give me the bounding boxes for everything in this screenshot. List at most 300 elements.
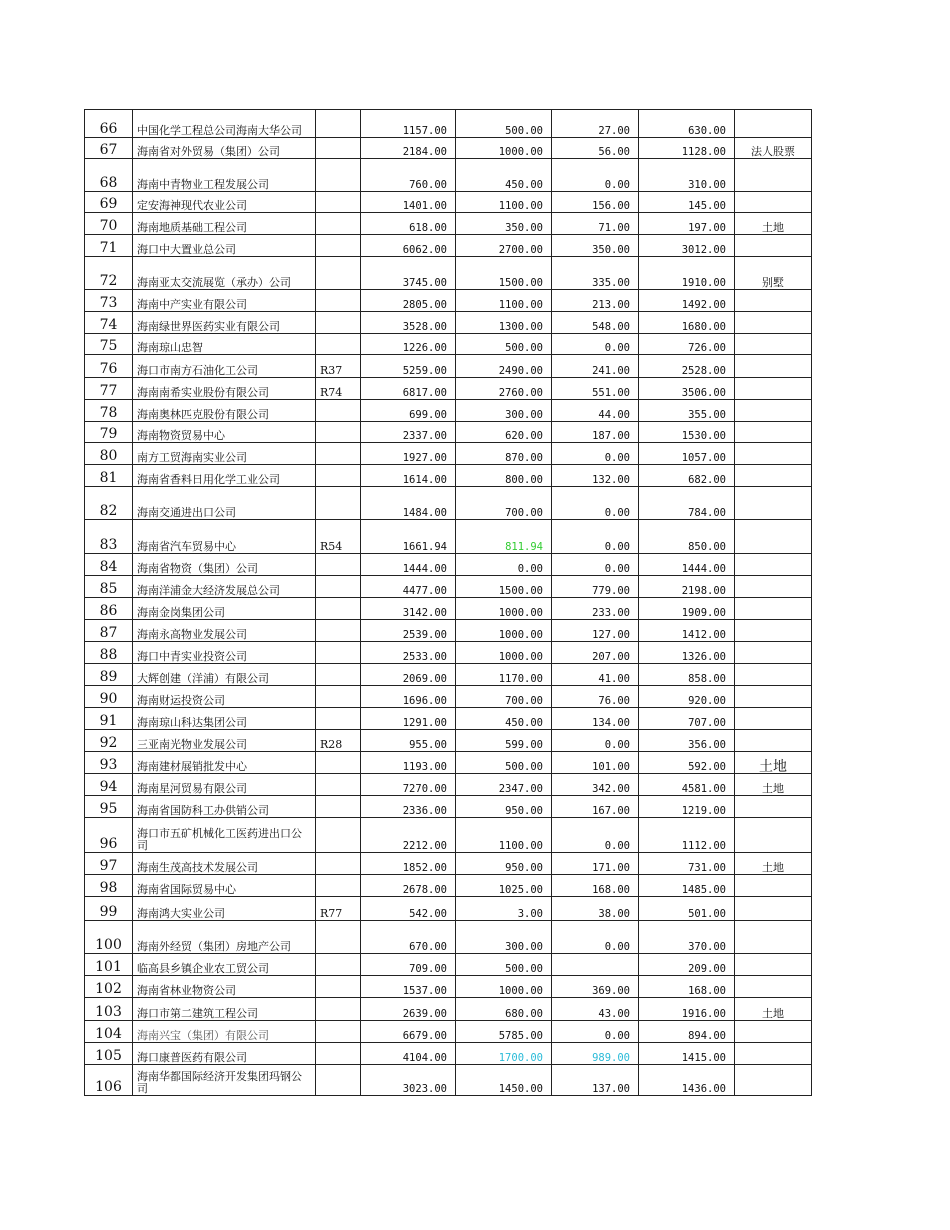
company-name: 海南省香料日用化学工业公司 xyxy=(133,465,316,487)
company-name: 海南建材展销批发中心 xyxy=(133,752,316,774)
row-number: 102 xyxy=(85,976,133,998)
row-number: 97 xyxy=(85,853,133,875)
row-number: 98 xyxy=(85,875,133,897)
row-number: 101 xyxy=(85,954,133,976)
amount-total: 618.00 xyxy=(361,213,456,235)
amount-b: 1500.00 xyxy=(456,257,552,290)
amount-b: 1000.00 xyxy=(456,642,552,664)
amount-total: 1484.00 xyxy=(361,487,456,520)
amount-b: 300.00 xyxy=(456,921,552,954)
amount-c: 171.00 xyxy=(552,853,639,875)
amount-d: 1112.00 xyxy=(639,818,735,853)
table-row xyxy=(85,875,812,897)
ref-code xyxy=(316,954,361,976)
amount-d: 1219.00 xyxy=(639,796,735,818)
table-row xyxy=(85,642,812,664)
table-row xyxy=(85,192,812,213)
company-name: 海南星河贸易有限公司 xyxy=(133,774,316,796)
ref-code xyxy=(316,487,361,520)
amount-c: 779.00 xyxy=(552,576,639,598)
ref-code xyxy=(316,465,361,487)
table-row xyxy=(85,213,812,235)
amount-b: 500.00 xyxy=(456,110,552,138)
remark xyxy=(735,290,812,312)
amount-total: 2639.00 xyxy=(361,998,456,1021)
table-row xyxy=(85,159,812,192)
remark xyxy=(735,875,812,897)
row-number: 88 xyxy=(85,642,133,664)
amount-b: 350.00 xyxy=(456,213,552,235)
amount-d: 894.00 xyxy=(639,1021,735,1043)
remark xyxy=(735,897,812,921)
amount-c: 233.00 xyxy=(552,598,639,620)
amount-total: 3528.00 xyxy=(361,312,456,334)
amount-total: 760.00 xyxy=(361,159,456,192)
amount-b: 2760.00 xyxy=(456,378,552,400)
company-name: 大辉创建（洋浦）有限公司 xyxy=(133,664,316,686)
amount-d: 1916.00 xyxy=(639,998,735,1021)
remark xyxy=(735,686,812,708)
amount-c: 0.00 xyxy=(552,1021,639,1043)
table-row xyxy=(85,954,812,976)
amount-c: 548.00 xyxy=(552,312,639,334)
amount-total: 5259.00 xyxy=(361,355,456,378)
table-row xyxy=(85,400,812,422)
amount-total: 3142.00 xyxy=(361,598,456,620)
row-number: 95 xyxy=(85,796,133,818)
amount-d: 209.00 xyxy=(639,954,735,976)
amount-total: 2337.00 xyxy=(361,422,456,443)
table-row xyxy=(85,520,812,554)
table-row xyxy=(85,730,812,752)
table-row xyxy=(85,138,812,159)
remark: 法人股票 xyxy=(735,138,812,159)
remark: 土地 xyxy=(735,213,812,235)
amount-d: 731.00 xyxy=(639,853,735,875)
table-row xyxy=(85,796,812,818)
row-number: 82 xyxy=(85,487,133,520)
ref-code xyxy=(316,159,361,192)
amount-b: 950.00 xyxy=(456,853,552,875)
amount-c: 0.00 xyxy=(552,554,639,576)
amount-total: 1193.00 xyxy=(361,752,456,774)
amount-d: 501.00 xyxy=(639,897,735,921)
amount-b: 700.00 xyxy=(456,487,552,520)
row-number: 73 xyxy=(85,290,133,312)
amount-total: 670.00 xyxy=(361,921,456,954)
remark xyxy=(735,312,812,334)
amount-b: 450.00 xyxy=(456,708,552,730)
amount-total: 6062.00 xyxy=(361,235,456,257)
amount-total: 1226.00 xyxy=(361,334,456,355)
row-number: 89 xyxy=(85,664,133,686)
amount-d: 310.00 xyxy=(639,159,735,192)
amount-c: 241.00 xyxy=(552,355,639,378)
amount-b: 1100.00 xyxy=(456,290,552,312)
company-name: 海口康普医药有限公司 xyxy=(133,1043,316,1065)
amount-c: 213.00 xyxy=(552,290,639,312)
row-number: 90 xyxy=(85,686,133,708)
amount-b: 1025.00 xyxy=(456,875,552,897)
amount-c: 132.00 xyxy=(552,465,639,487)
ref-code xyxy=(316,620,361,642)
ref-code xyxy=(316,796,361,818)
amount-d: 1128.00 xyxy=(639,138,735,159)
ref-code xyxy=(316,554,361,576)
amount-total: 1696.00 xyxy=(361,686,456,708)
amount-total: 2678.00 xyxy=(361,875,456,897)
amount-b: 950.00 xyxy=(456,796,552,818)
amount-b: 0.00 xyxy=(456,554,552,576)
company-name: 海南省汽车贸易中心 xyxy=(133,520,316,554)
remark xyxy=(735,708,812,730)
row-number: 66 xyxy=(85,110,133,138)
row-number: 70 xyxy=(85,213,133,235)
amount-d: 1485.00 xyxy=(639,875,735,897)
amount-c: 43.00 xyxy=(552,998,639,1021)
amount-b: 811.94 xyxy=(456,520,552,554)
amount-b: 2490.00 xyxy=(456,355,552,378)
amount-c: 0.00 xyxy=(552,818,639,853)
amount-b: 1300.00 xyxy=(456,312,552,334)
ref-code xyxy=(316,110,361,138)
remark xyxy=(735,355,812,378)
ref-code: R28 xyxy=(316,730,361,752)
row-number: 68 xyxy=(85,159,133,192)
row-number: 91 xyxy=(85,708,133,730)
amount-d: 1492.00 xyxy=(639,290,735,312)
company-name: 海南生茂高技术发展公司 xyxy=(133,853,316,875)
amount-b: 620.00 xyxy=(456,422,552,443)
company-name: 海南琼山忠智 xyxy=(133,334,316,355)
row-number: 84 xyxy=(85,554,133,576)
remark xyxy=(735,487,812,520)
row-number: 96 xyxy=(85,818,133,853)
amount-b: 1500.00 xyxy=(456,576,552,598)
ref-code xyxy=(316,576,361,598)
amount-b: 5785.00 xyxy=(456,1021,552,1043)
row-number: 105 xyxy=(85,1043,133,1065)
amount-b: 1170.00 xyxy=(456,664,552,686)
table-row xyxy=(85,976,812,998)
company-name: 海口中青实业投资公司 xyxy=(133,642,316,664)
company-name: 海南省物资（集团）公司 xyxy=(133,554,316,576)
amount-b: 800.00 xyxy=(456,465,552,487)
amount-b: 599.00 xyxy=(456,730,552,752)
amount-b: 300.00 xyxy=(456,400,552,422)
amount-d: 784.00 xyxy=(639,487,735,520)
amount-total: 6679.00 xyxy=(361,1021,456,1043)
amount-d: 3506.00 xyxy=(639,378,735,400)
amount-total: 2184.00 xyxy=(361,138,456,159)
amount-d: 850.00 xyxy=(639,520,735,554)
ref-code xyxy=(316,443,361,465)
ref-code xyxy=(316,334,361,355)
amount-d: 3012.00 xyxy=(639,235,735,257)
company-name: 海南华都国际经济开发集团玛钢公司 xyxy=(133,1065,316,1096)
ref-code xyxy=(316,976,361,998)
table-row xyxy=(85,598,812,620)
amount-c: 342.00 xyxy=(552,774,639,796)
amount-b: 500.00 xyxy=(456,954,552,976)
row-number: 83 xyxy=(85,520,133,554)
remark xyxy=(735,554,812,576)
ref-code: R74 xyxy=(316,378,361,400)
company-name: 海南绿世界医药实业有限公司 xyxy=(133,312,316,334)
company-name: 海南省国际贸易中心 xyxy=(133,875,316,897)
row-number: 85 xyxy=(85,576,133,598)
amount-b: 1000.00 xyxy=(456,598,552,620)
company-name: 定安海神现代农业公司 xyxy=(133,192,316,213)
company-name: 海南省国防科工办供销公司 xyxy=(133,796,316,818)
remark xyxy=(735,159,812,192)
ref-code xyxy=(316,213,361,235)
amount-c: 369.00 xyxy=(552,976,639,998)
company-name: 海南中产实业有限公司 xyxy=(133,290,316,312)
company-name: 海口市南方石油化工公司 xyxy=(133,355,316,378)
ref-code xyxy=(316,642,361,664)
amount-c: 156.00 xyxy=(552,192,639,213)
table-row xyxy=(85,290,812,312)
table-row xyxy=(85,998,812,1021)
amount-total: 1157.00 xyxy=(361,110,456,138)
company-name: 海口中大置业总公司 xyxy=(133,235,316,257)
table-row xyxy=(85,334,812,355)
ref-code xyxy=(316,257,361,290)
data-table xyxy=(84,109,812,1096)
amount-c: 127.00 xyxy=(552,620,639,642)
ref-code xyxy=(316,1021,361,1043)
table-row xyxy=(85,853,812,875)
amount-c: 167.00 xyxy=(552,796,639,818)
amount-d: 858.00 xyxy=(639,664,735,686)
amount-c: 335.00 xyxy=(552,257,639,290)
amount-total: 4104.00 xyxy=(361,1043,456,1065)
table-row xyxy=(85,257,812,290)
ref-code xyxy=(316,875,361,897)
company-name: 海南洋浦金大经济发展总公司 xyxy=(133,576,316,598)
remark xyxy=(735,110,812,138)
amount-d: 356.00 xyxy=(639,730,735,752)
amount-d: 630.00 xyxy=(639,110,735,138)
ref-code xyxy=(316,192,361,213)
table-row xyxy=(85,818,812,853)
amount-c: 134.00 xyxy=(552,708,639,730)
amount-d: 1436.00 xyxy=(639,1065,735,1096)
ref-code xyxy=(316,598,361,620)
company-name: 海南奥林匹克股份有限公司 xyxy=(133,400,316,422)
remark xyxy=(735,818,812,853)
amount-c: 0.00 xyxy=(552,921,639,954)
company-name: 海南金岗集团公司 xyxy=(133,598,316,620)
company-name: 海南鸿大实业公司 xyxy=(133,897,316,921)
amount-c: 41.00 xyxy=(552,664,639,686)
remark xyxy=(735,1021,812,1043)
amount-b: 1700.00 xyxy=(456,1043,552,1065)
remark xyxy=(735,976,812,998)
ref-code: R77 xyxy=(316,897,361,921)
amount-c: 551.00 xyxy=(552,378,639,400)
amount-total: 6817.00 xyxy=(361,378,456,400)
amount-d: 1326.00 xyxy=(639,642,735,664)
amount-b: 700.00 xyxy=(456,686,552,708)
ref-code xyxy=(316,818,361,853)
amount-c: 38.00 xyxy=(552,897,639,921)
amount-b: 2700.00 xyxy=(456,235,552,257)
amount-total: 3745.00 xyxy=(361,257,456,290)
ref-code xyxy=(316,664,361,686)
table-row xyxy=(85,1021,812,1043)
ref-code xyxy=(316,853,361,875)
amount-total: 1614.00 xyxy=(361,465,456,487)
remark xyxy=(735,520,812,554)
amount-total: 2069.00 xyxy=(361,664,456,686)
amount-d: 1680.00 xyxy=(639,312,735,334)
amount-d: 592.00 xyxy=(639,752,735,774)
amount-d: 1057.00 xyxy=(639,443,735,465)
company-name: 南方工贸海南实业公司 xyxy=(133,443,316,465)
company-name: 海南永高物业发展公司 xyxy=(133,620,316,642)
remark xyxy=(735,378,812,400)
amount-c: 350.00 xyxy=(552,235,639,257)
remark xyxy=(735,1043,812,1065)
amount-d: 920.00 xyxy=(639,686,735,708)
table-row xyxy=(85,752,812,774)
amount-b: 1450.00 xyxy=(456,1065,552,1096)
company-name: 海南物资贸易中心 xyxy=(133,422,316,443)
amount-d: 1444.00 xyxy=(639,554,735,576)
amount-total: 2533.00 xyxy=(361,642,456,664)
table-row xyxy=(85,235,812,257)
ref-code xyxy=(316,921,361,954)
ref-code xyxy=(316,752,361,774)
row-number: 106 xyxy=(85,1065,133,1096)
ref-code xyxy=(316,235,361,257)
remark: 土地 xyxy=(735,774,812,796)
table-row xyxy=(85,487,812,520)
remark xyxy=(735,730,812,752)
amount-total: 2539.00 xyxy=(361,620,456,642)
company-name: 海南外经贸（集团）房地产公司 xyxy=(133,921,316,954)
table-row xyxy=(85,664,812,686)
company-name: 海南兴宝（集团）有限公司 xyxy=(133,1021,316,1043)
amount-total: 2336.00 xyxy=(361,796,456,818)
ref-code xyxy=(316,400,361,422)
company-name: 海南省林业物资公司 xyxy=(133,976,316,998)
company-name: 海南琼山科达集团公司 xyxy=(133,708,316,730)
row-number: 86 xyxy=(85,598,133,620)
remark xyxy=(735,465,812,487)
amount-d: 707.00 xyxy=(639,708,735,730)
ref-code xyxy=(316,422,361,443)
table-row xyxy=(85,1043,812,1065)
table-row xyxy=(85,465,812,487)
amount-c: 0.00 xyxy=(552,334,639,355)
row-number: 67 xyxy=(85,138,133,159)
amount-total: 1852.00 xyxy=(361,853,456,875)
amount-c: 989.00 xyxy=(552,1043,639,1065)
ref-code xyxy=(316,312,361,334)
company-name: 海南亚太交流展览（承办）公司 xyxy=(133,257,316,290)
table-row xyxy=(85,576,812,598)
table-row xyxy=(85,422,812,443)
row-number: 78 xyxy=(85,400,133,422)
company-name: 海南地质基础工程公司 xyxy=(133,213,316,235)
amount-d: 1412.00 xyxy=(639,620,735,642)
remark: 土地 xyxy=(735,998,812,1021)
amount-d: 168.00 xyxy=(639,976,735,998)
amount-total: 955.00 xyxy=(361,730,456,752)
row-number: 80 xyxy=(85,443,133,465)
amount-d: 1910.00 xyxy=(639,257,735,290)
company-name: 三亚南光物业发展公司 xyxy=(133,730,316,752)
amount-c: 0.00 xyxy=(552,159,639,192)
remark xyxy=(735,334,812,355)
remark xyxy=(735,954,812,976)
table-row xyxy=(85,686,812,708)
amount-total: 2212.00 xyxy=(361,818,456,853)
remark: 土地 xyxy=(735,853,812,875)
row-number: 103 xyxy=(85,998,133,1021)
company-name: 中国化学工程总公司海南大华公司 xyxy=(133,110,316,138)
amount-d: 1909.00 xyxy=(639,598,735,620)
amount-d: 2198.00 xyxy=(639,576,735,598)
amount-c: 0.00 xyxy=(552,520,639,554)
remark xyxy=(735,620,812,642)
remark: 别墅 xyxy=(735,257,812,290)
row-number: 100 xyxy=(85,921,133,954)
amount-c xyxy=(552,954,639,976)
amount-total: 2805.00 xyxy=(361,290,456,312)
amount-d: 726.00 xyxy=(639,334,735,355)
table-row xyxy=(85,897,812,921)
amount-b: 1100.00 xyxy=(456,818,552,853)
remark xyxy=(735,443,812,465)
remark xyxy=(735,642,812,664)
amount-b: 1000.00 xyxy=(456,976,552,998)
row-number: 87 xyxy=(85,620,133,642)
table-row xyxy=(85,355,812,378)
amount-c: 137.00 xyxy=(552,1065,639,1096)
ref-code xyxy=(316,686,361,708)
amount-c: 56.00 xyxy=(552,138,639,159)
ref-code: R37 xyxy=(316,355,361,378)
row-number: 81 xyxy=(85,465,133,487)
amount-c: 0.00 xyxy=(552,487,639,520)
row-number: 72 xyxy=(85,257,133,290)
amount-d: 4581.00 xyxy=(639,774,735,796)
amount-c: 187.00 xyxy=(552,422,639,443)
table-row xyxy=(85,921,812,954)
amount-b: 450.00 xyxy=(456,159,552,192)
amount-total: 7270.00 xyxy=(361,774,456,796)
amount-c: 0.00 xyxy=(552,443,639,465)
amount-d: 197.00 xyxy=(639,213,735,235)
remark xyxy=(735,235,812,257)
table-row xyxy=(85,110,812,138)
amount-b: 1000.00 xyxy=(456,138,552,159)
amount-b: 2347.00 xyxy=(456,774,552,796)
company-name: 海南省对外贸易（集团）公司 xyxy=(133,138,316,159)
company-name: 海南财运投资公司 xyxy=(133,686,316,708)
row-number: 74 xyxy=(85,312,133,334)
amount-total: 699.00 xyxy=(361,400,456,422)
table-row xyxy=(85,312,812,334)
amount-d: 682.00 xyxy=(639,465,735,487)
row-number: 93 xyxy=(85,752,133,774)
remark xyxy=(735,400,812,422)
row-number: 71 xyxy=(85,235,133,257)
